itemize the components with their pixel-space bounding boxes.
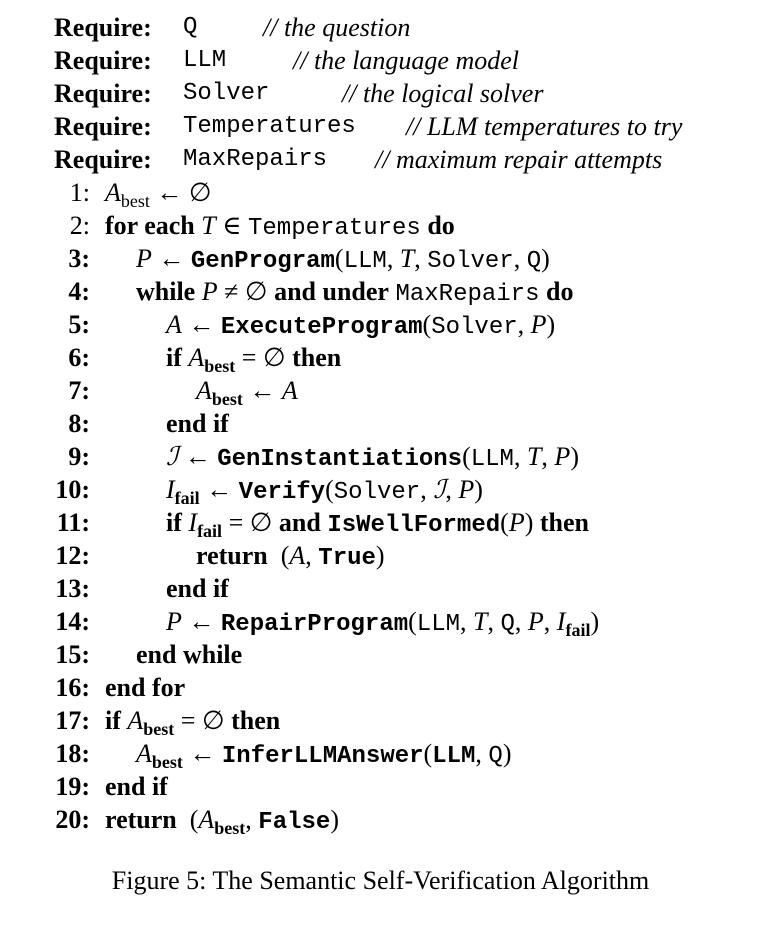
algo-line-10	[0, 473, 761, 506]
algo-line-14	[0, 605, 761, 638]
line-body: end if	[166, 574, 229, 603]
algo-line-15	[0, 638, 761, 671]
require-var: Solver	[183, 80, 270, 107]
algo-line-1	[0, 176, 761, 209]
require-comment: // maximum repair attempts	[375, 145, 663, 174]
require-line-5	[0, 143, 761, 176]
line-body: $A_{best}$ ← A	[196, 376, 298, 409]
algo-line-8	[0, 407, 761, 440]
line-number: 10:	[55, 475, 90, 504]
line-number: 6:	[68, 343, 90, 372]
line-number: 2:	[69, 211, 90, 240]
algo-line-20	[0, 803, 761, 836]
algo-line-18	[0, 737, 761, 770]
require-comment: // the logical solver	[342, 79, 544, 108]
require-label: Require:	[54, 145, 152, 174]
line-number: 5:	[68, 310, 90, 339]
line-number: 13:	[55, 574, 90, 603]
require-label: Require:	[54, 79, 152, 108]
figure-caption: Figure 5: The Semantic Self-Verification Algorithm	[111, 866, 650, 895]
require-label: Require:	[54, 46, 152, 75]
line-body: $A_{best}$ ← InferLLMAnswer(LLM, Q)	[136, 739, 512, 772]
algo-line-5	[0, 308, 761, 341]
line-body: if $A_{best}$ = ∅ then	[166, 343, 342, 376]
line-body: if $I_{fail}$ = ∅ and IsWellFormed(P) then	[166, 508, 589, 541]
require-var: Q	[183, 14, 198, 41]
require-line-3	[0, 77, 761, 110]
require-comment: // the question	[263, 13, 411, 42]
line-number: 11:	[56, 508, 90, 537]
require-label: Require:	[54, 13, 152, 42]
line-number: 20:	[55, 805, 90, 834]
algo-line-16	[0, 671, 761, 704]
algo-line-3	[0, 242, 761, 275]
algo-line-11	[0, 506, 761, 539]
line-number: 12:	[55, 541, 90, 570]
line-body: end for	[105, 673, 186, 702]
line-body: $A_{best}$ ← ∅	[105, 178, 212, 211]
require-comment: // LLM temperatures to try	[406, 112, 683, 141]
algo-line-6	[0, 341, 761, 374]
line-number: 3:	[68, 244, 90, 273]
line-number: 9:	[68, 442, 90, 471]
require-var: MaxRepairs	[183, 146, 328, 173]
line-body: ℐ ← GenInstantiations(LLM, T, P)	[166, 442, 579, 473]
line-number: 17:	[55, 706, 90, 735]
algo-line-13	[0, 572, 761, 605]
line-body: end while	[136, 640, 243, 669]
line-body: while P ≠ ∅ and under MaxRepairs do	[136, 277, 574, 308]
algo-line-19	[0, 770, 761, 803]
line-number: 16:	[55, 673, 90, 702]
line-body: end if	[105, 772, 168, 801]
algo-line-2	[0, 209, 761, 242]
require-line-4	[0, 110, 761, 143]
algo-line-12	[0, 539, 761, 572]
line-number: 4:	[68, 277, 90, 306]
line-body: end if	[166, 409, 229, 438]
line-number: 14:	[55, 607, 90, 636]
line-body: $I_{fail}$ ← Verify(Solver, ℐ, P)	[166, 475, 483, 508]
algo-line-9	[0, 440, 761, 473]
require-var: LLM	[183, 47, 227, 74]
line-body: P ← GenProgram(LLM, T, Solver, Q)	[136, 244, 550, 275]
require-line-1	[0, 11, 761, 44]
line-body: return ($A_{best}$, False)	[105, 805, 339, 838]
line-number: 7:	[68, 376, 90, 405]
require-label: Require:	[54, 112, 152, 141]
line-body: for each T ∈ Temperatures do	[105, 211, 455, 242]
line-body: A ← ExecuteProgram(Solver, P)	[166, 310, 556, 341]
line-body: if $A_{best}$ = ∅ then	[105, 706, 281, 739]
require-var: Temperatures	[183, 113, 356, 140]
require-comment: // the language model	[293, 46, 520, 75]
algo-line-7	[0, 374, 761, 407]
line-number: 1:	[69, 178, 90, 207]
algo-line-4	[0, 275, 761, 308]
line-number: 8:	[68, 409, 90, 438]
line-body: return (A, True)	[196, 541, 385, 572]
line-number: 19:	[55, 772, 90, 801]
line-body: P ← RepairProgram(LLM, T, Q, P, $I_{fail}$)	[166, 607, 600, 640]
line-number: 18:	[55, 739, 90, 768]
require-line-2	[0, 44, 761, 77]
line-number: 15:	[55, 640, 90, 669]
algo-line-17	[0, 704, 761, 737]
